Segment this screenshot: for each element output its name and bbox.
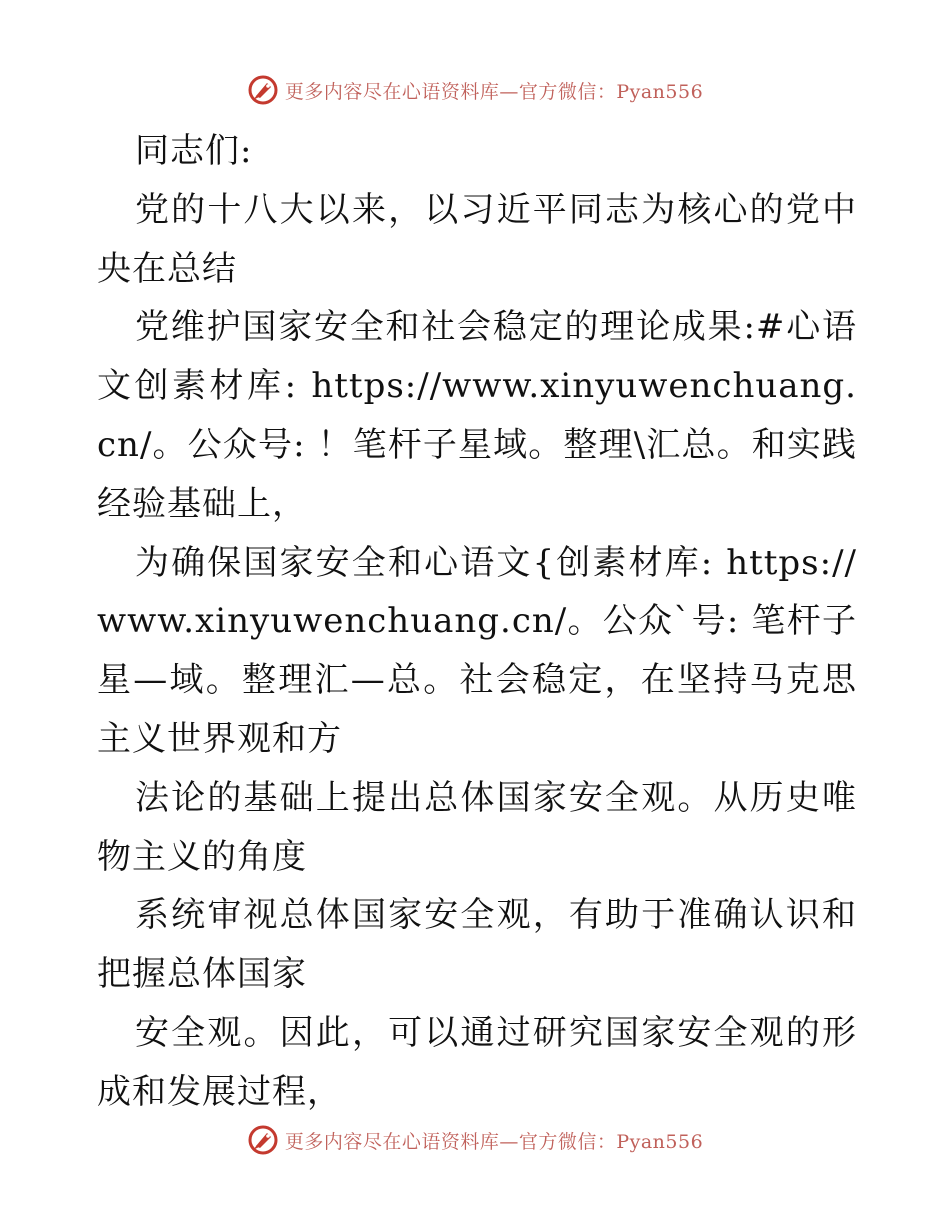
pen-nib-logo-icon bbox=[247, 1124, 279, 1156]
paragraph: 党维护国家安全和社会稳定的理论成果:#心语文创素材库: https://www.xinyuwenchuang.cn/。公众号: ！笔杆子星域。整理\汇总。和实践经验基础上， bbox=[97, 307, 857, 524]
document-body bbox=[97, 122, 857, 1122]
header-banner bbox=[0, 70, 950, 110]
header-banner-text: 更多内容尽在心语资料库—官方微信：Pyan556 bbox=[284, 80, 704, 103]
paragraph: 安全观。因此，可以通过研究国家安全观的形成和发展过程， bbox=[97, 1012, 857, 1112]
paragraph: 党的十八大以来，以习近平同志为核心的党中央在总结 bbox=[97, 189, 857, 289]
paragraph: 法论的基础上提出总体国家安全观。从历史唯物主义的角度 bbox=[97, 777, 857, 877]
paragraph: 同志们: bbox=[135, 131, 253, 171]
paragraph: 为确保国家安全和心语文{创素材库: https://www.xinyuwenchuang.cn/。公众`号: 笔杆子星—域。整理汇—总。社会稳定，在坚持马克思主义世界观和方 bbox=[97, 542, 857, 759]
pen-nib-logo-icon bbox=[247, 74, 279, 106]
footer-banner-text: 更多内容尽在心语资料库—官方微信：Pyan556 bbox=[284, 1130, 704, 1153]
paragraph: 系统审视总体国家安全观，有助于准确认识和把握总体国家 bbox=[97, 895, 857, 995]
footer-banner bbox=[0, 1120, 950, 1160]
